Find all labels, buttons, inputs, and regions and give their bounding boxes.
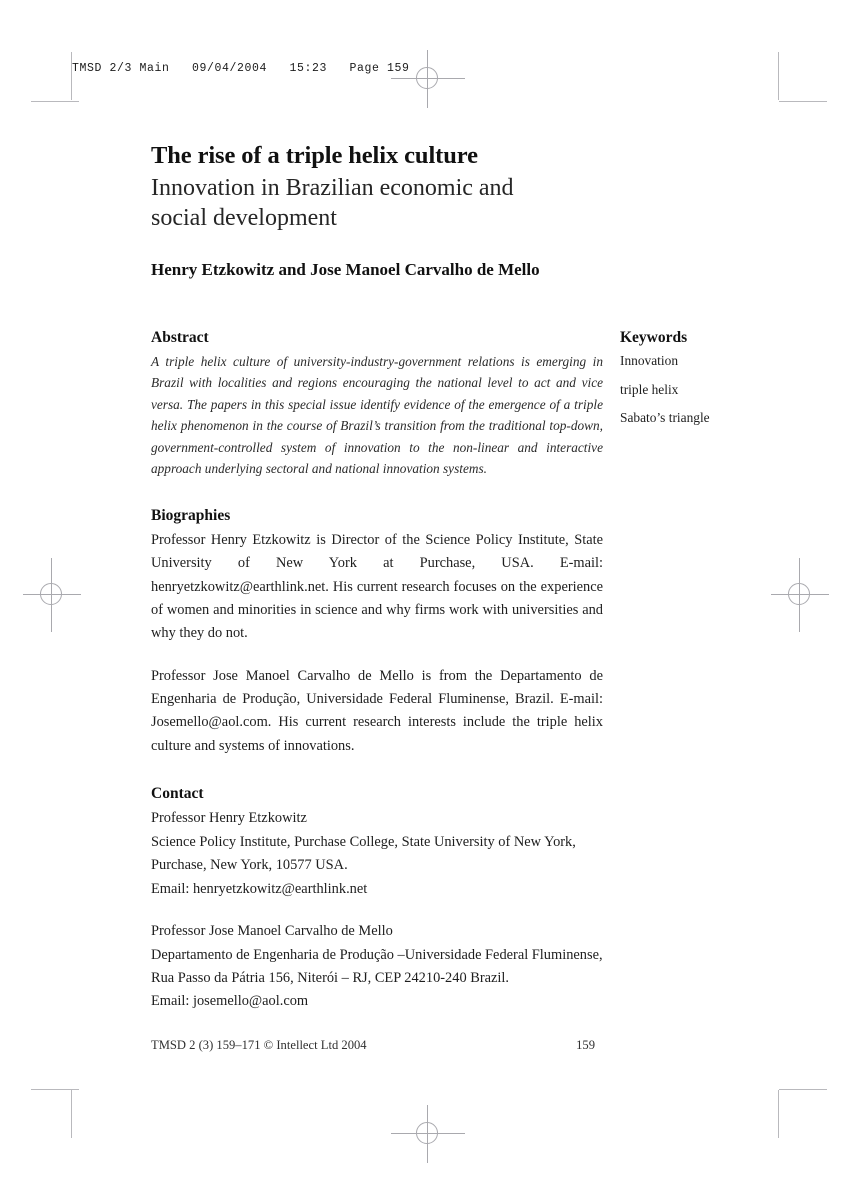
contact-block [151, 807, 603, 901]
crop-mark-top-right-vertical [778, 52, 779, 100]
contact-name: Professor Jose Manoel Carvalho de Mello [151, 923, 393, 940]
registration-mark-top-center [391, 42, 465, 116]
page-title: The rise of a triple helix culture [151, 142, 478, 169]
author-list: Henry Etzkowitz and Jose Manoel Carvalho de Mello [151, 260, 540, 280]
page-subtitle: Innovation in Brazilian economic and social development [151, 174, 514, 232]
registration-mark-vertical-line [799, 558, 800, 632]
abstract-section [151, 328, 603, 480]
abstract-heading: Abstract [151, 328, 209, 346]
keywords-heading: Keywords [620, 328, 688, 346]
crop-mark-bottom-right-horizontal [779, 1089, 827, 1090]
abstract-text: A triple helix culture of university-industry-government relations is emerging in Brazil with localities and regions encouraging the national level to act and vice versa. The papers in this special issue identify evidence of the emergence of a triple helix phenomenon in the course of Brazil’s transition from the traditional top-down, government-controlled system of innovation to the non-linear and interactive approach underlying sectoral and national innovation systems. [151, 353, 603, 477]
contact-email: Email: josemello@aol.com [151, 993, 309, 1010]
biography-paragraph: Professor Henry Etzkowitz is Director of the Science Policy Institute, State University of New York at Purchase, USA. E-mail: henryetzkowitz@earthlink.net. His current research focuses on the experience of women and minorities in science and why firms work with universities and why they do not. [151, 532, 603, 642]
crop-mark-bottom-right-vertical [778, 1090, 779, 1138]
registration-mark-vertical-line [427, 1105, 428, 1163]
contact-name: Professor Henry Etzkowitz [151, 810, 307, 827]
page-slug: TMSD 2/3 Main 09/04/2004 15:23 Page 159 [72, 62, 410, 75]
footer-citation: TMSD 2 (3) 159–171 © Intellect Ltd 2004 [151, 1038, 367, 1052]
registration-mark-horizontal-line [23, 594, 81, 595]
registration-mark-circle [416, 67, 438, 89]
two-column-region [151, 328, 791, 1014]
main-column [151, 328, 603, 1014]
keyword-item: Sabato’s triangle [620, 410, 710, 426]
registration-mark-horizontal-line [391, 78, 465, 79]
footer-page-number: 159 [576, 1038, 595, 1052]
crop-mark-top-right-horizontal [779, 101, 827, 102]
registration-mark-vertical-line [51, 558, 52, 632]
crop-mark-top-left-vertical [71, 52, 72, 100]
registration-mark-horizontal-line [391, 1133, 465, 1134]
registration-mark-vertical-line [427, 50, 428, 108]
registration-mark-left-center [15, 558, 89, 632]
crop-mark-top-left-horizontal [31, 101, 79, 102]
contact-email: Email: henryetzkowitz@earthlink.net [151, 880, 368, 897]
registration-mark-circle [40, 583, 62, 605]
registration-mark-circle [788, 583, 810, 605]
contact-heading: Contact [151, 785, 204, 803]
contact-address: Science Policy Institute, Purchase College, State University of New York, Purchase, New York, 10577 USA. [151, 833, 576, 874]
article-content [151, 142, 791, 1014]
keyword-item: Innovation [620, 352, 679, 368]
biographies-heading: Biographies [151, 506, 231, 524]
keywords-column [620, 328, 785, 429]
crop-mark-bottom-left-vertical [71, 1090, 72, 1138]
keyword-item: triple helix [620, 381, 679, 397]
biographies-section [151, 506, 603, 758]
contact-block [151, 920, 603, 1014]
registration-mark-circle [416, 1122, 438, 1144]
contact-address: Departamento de Engenharia de Produção –Universidade Federal Fluminense, Rua Passo da Pátria 156, Niterói – RJ, CEP 24210-240 Brazil. [151, 946, 603, 986]
registration-mark-bottom-center [391, 1097, 465, 1171]
biography-paragraph: Professor Jose Manoel Carvalho de Mello is from the Departamento de Engenharia de Produção, Universidade Federal Fluminense, Brazil. E-mail: Josemello@aol.com. His current research interests include the triple helix culture and systems of innovations. [151, 667, 603, 754]
contact-section [151, 784, 603, 1014]
